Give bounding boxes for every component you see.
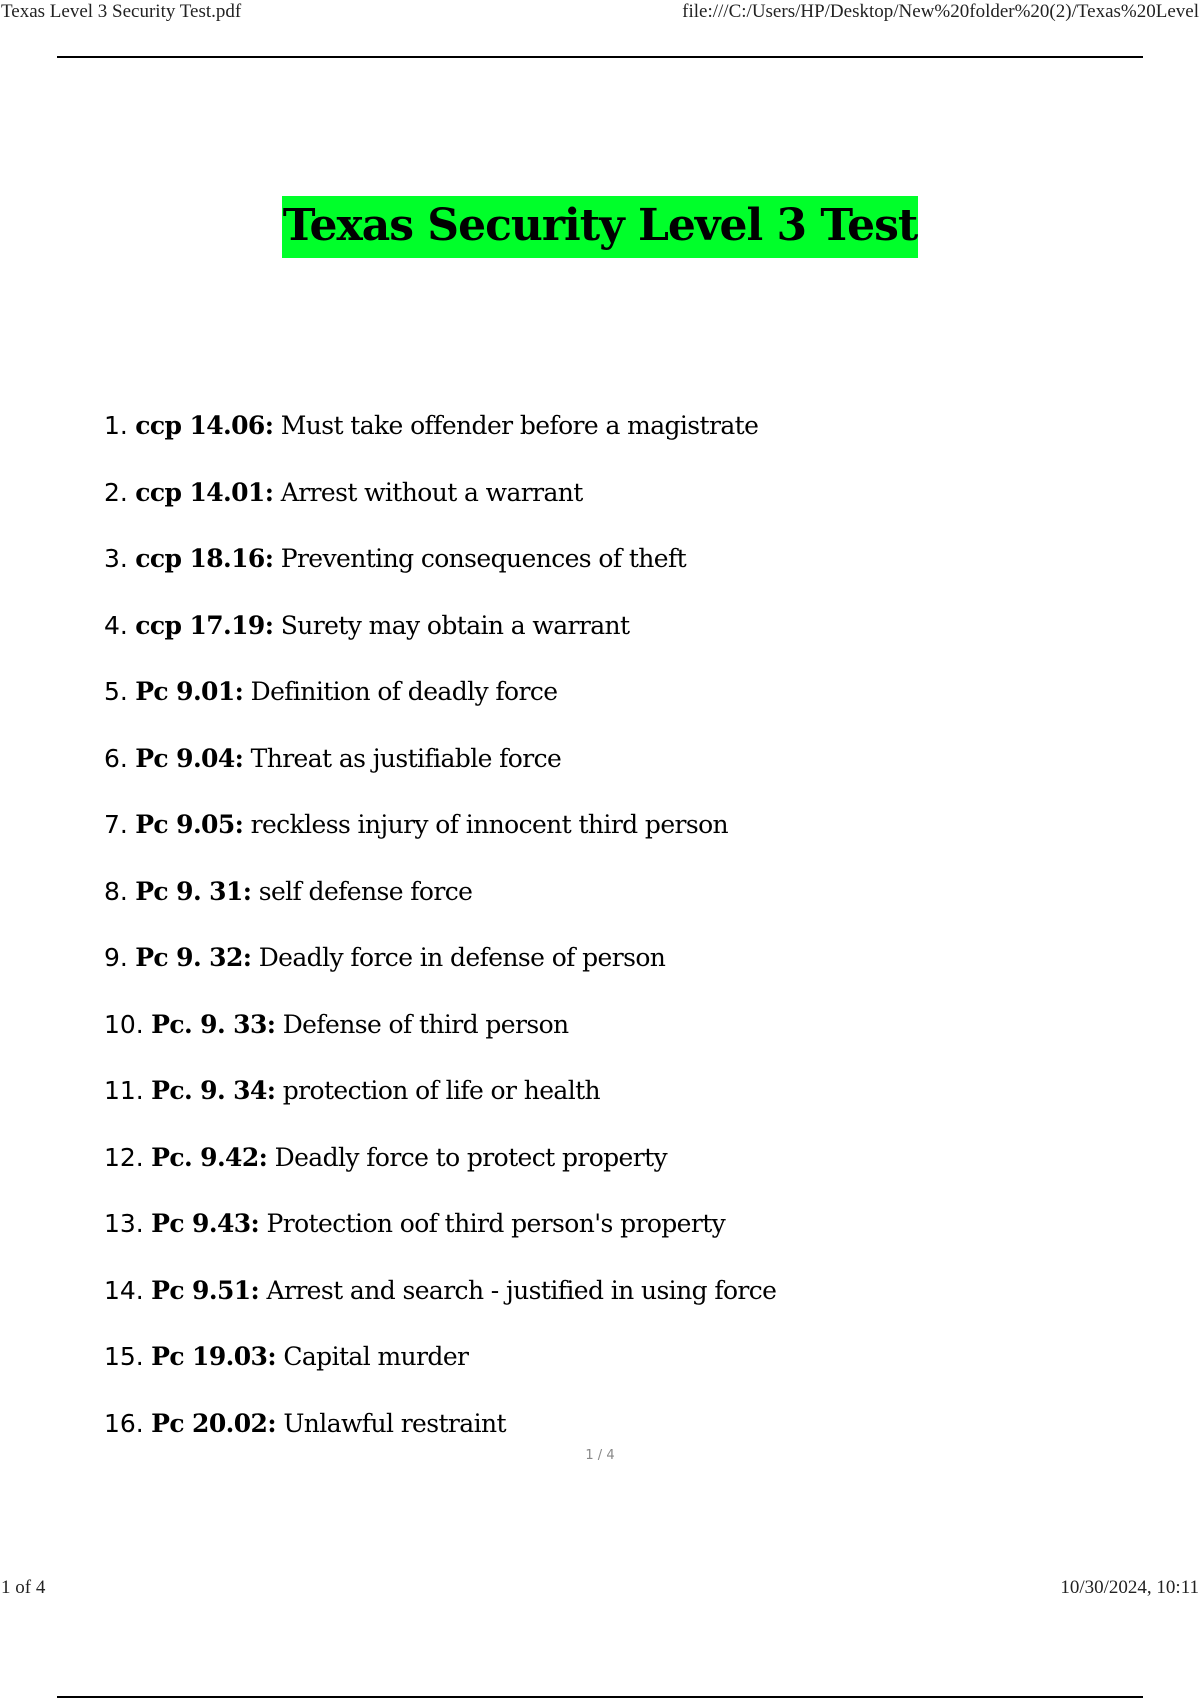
list-item (104, 1337, 776, 1404)
statute-code: Pc 9.01: (135, 677, 244, 706)
statute-description: Deadly force to protect property (274, 1142, 668, 1172)
statute-code: ccp 18.16: (135, 544, 274, 573)
item-number: 3. (104, 544, 128, 573)
page-count: 1 of 4 (1, 1577, 46, 1598)
page-title: Texas Security Level 3 Test (282, 196, 918, 258)
list-item (104, 406, 776, 473)
item-number: 13. (104, 1209, 144, 1238)
list-item (104, 539, 776, 606)
statute-code: Pc 19.03: (151, 1342, 276, 1371)
statute-code: Pc 9.05: (135, 810, 244, 839)
item-number: 9. (104, 943, 128, 972)
item-number: 11. (104, 1076, 144, 1105)
item-number: 14. (104, 1275, 144, 1305)
statute-description: Definition of deadly force (250, 677, 558, 706)
statute-description: protection of life or health (282, 1076, 601, 1105)
item-number: 12. (104, 1142, 144, 1172)
statute-code: ccp 17.19: (135, 610, 274, 640)
statute-description: Defense of third person (282, 1009, 569, 1039)
list-item (104, 473, 776, 540)
statute-code: ccp 14.01: (135, 477, 274, 507)
item-number: 2. (104, 477, 128, 507)
statute-description: self defense force (258, 876, 473, 906)
print-timestamp: 10/30/2024, 10:11 (1060, 1577, 1199, 1598)
statute-description: reckless injury of innocent third person (250, 810, 729, 839)
item-number: 10. (104, 1009, 144, 1039)
statute-code: Pc. 9.42: (151, 1142, 268, 1172)
page-indicator: 1 / 4 (585, 1448, 615, 1463)
list-item (104, 606, 776, 673)
list-item (104, 1005, 776, 1072)
statute-description: Arrest without a warrant (280, 477, 583, 507)
statute-description: Must take offender before a magistrate (280, 411, 759, 440)
title-container (0, 196, 1200, 258)
list-item (104, 872, 776, 939)
list-item (104, 805, 776, 872)
statute-code: Pc 9.43: (151, 1209, 260, 1238)
statute-description: Threat as justifiable force (250, 743, 562, 773)
statute-description: Surety may obtain a warrant (280, 610, 630, 640)
footer-divider (57, 1696, 1143, 1698)
header-divider (57, 56, 1143, 58)
statute-code: Pc. 9. 34: (151, 1076, 276, 1105)
list-item (104, 1204, 776, 1271)
statute-code: Pc 9. 32: (135, 943, 252, 972)
list-item (104, 1071, 776, 1138)
item-number: 1. (104, 411, 128, 440)
document-name: Texas Level 3 Security Test.pdf (1, 1, 242, 22)
item-number: 7. (104, 810, 128, 839)
statute-code: ccp 14.06: (135, 411, 274, 440)
list-item (104, 739, 776, 806)
statute-code: Pc 9.51: (151, 1275, 260, 1305)
statute-description: Deadly force in defense of person (258, 943, 666, 972)
statute-code: Pc 20.02: (151, 1408, 276, 1438)
list-item (104, 1138, 776, 1205)
statute-list (104, 406, 776, 1470)
list-item (104, 1271, 776, 1338)
item-number: 6. (104, 743, 128, 773)
statute-code: Pc 9. 31: (135, 876, 252, 906)
list-item (104, 938, 776, 1005)
statute-description: Protection oof third person's property (266, 1209, 726, 1238)
item-number: 15. (104, 1342, 144, 1371)
statute-code: Pc 9.04: (135, 743, 244, 773)
statute-code: Pc. 9. 33: (151, 1009, 276, 1039)
item-number: 8. (104, 876, 128, 906)
file-path: file:///C:/Users/HP/Desktop/New%20folder%20(2)/Texas%20Level (682, 1, 1199, 22)
statute-description: Unlawful restraint (283, 1408, 506, 1438)
item-number: 4. (104, 610, 128, 640)
statute-description: Capital murder (283, 1342, 469, 1371)
list-item (104, 672, 776, 739)
item-number: 16. (104, 1408, 144, 1438)
item-number: 5. (104, 677, 128, 706)
statute-description: Arrest and search - justified in using force (266, 1275, 777, 1305)
print-header (0, 0, 1200, 26)
statute-description: Preventing consequences of theft (280, 544, 687, 573)
